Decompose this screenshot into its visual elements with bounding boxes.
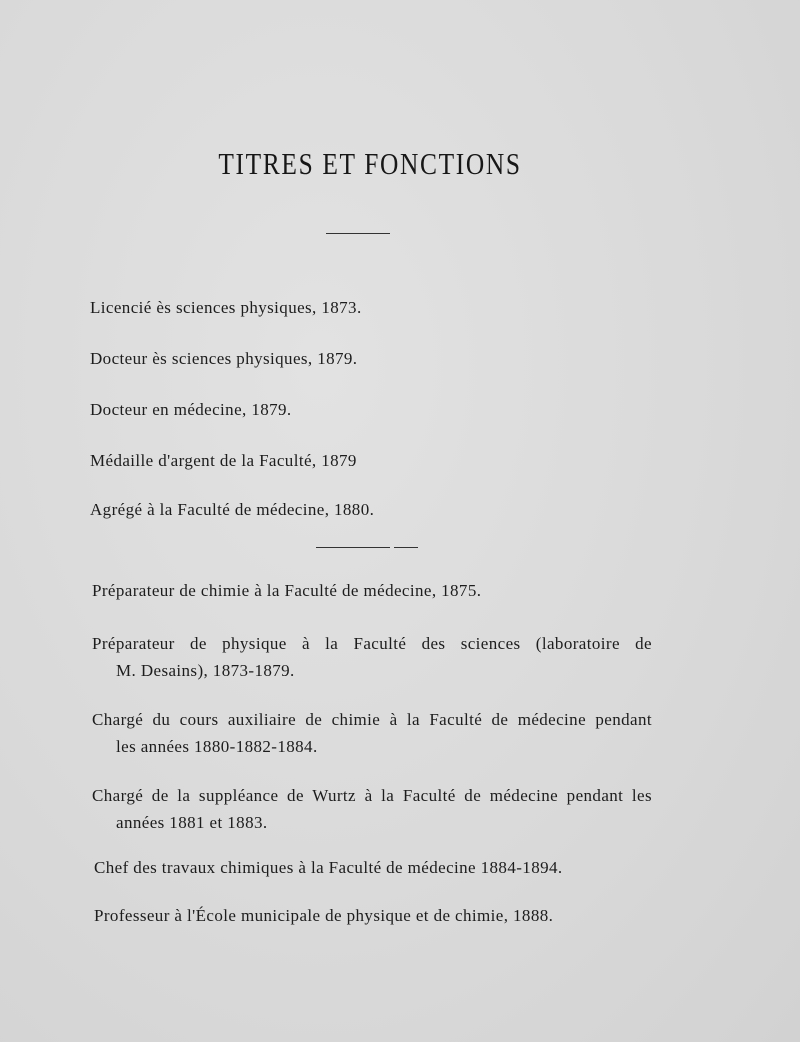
function-entry-line: Préparateur de physique à la Faculté des sciences (laboratoire de (92, 634, 652, 653)
function-entry (92, 630, 652, 684)
title-entry: Agrégé à la Faculté de médecine, 1880. (90, 500, 375, 519)
function-entry (92, 706, 652, 760)
function-entry-line: Chargé du cours auxiliaire de chimie à la Faculté de médecine pendant (92, 710, 652, 729)
function-entry: Chef des travaux chimiques à la Faculté de médecine 1884-1894. (94, 858, 563, 877)
function-entry-continuation: M. Desains), 1873-1879. (116, 661, 295, 680)
title-divider (326, 233, 390, 234)
title-entry: Docteur ès sciences physiques, 1879. (90, 349, 358, 368)
title-entry: Médaille d'argent de la Faculté, 1879 (90, 451, 357, 470)
section-divider (316, 547, 390, 548)
function-entry-line: Chargé de la suppléance de Wurtz à la Faculté de médecine pendant les (92, 786, 652, 805)
function-entry-continuation: les années 1880-1882-1884. (116, 737, 318, 756)
function-entry: Préparateur de chimie à la Faculté de médecine, 1875. (92, 581, 482, 600)
title-entry: Docteur en médecine, 1879. (90, 400, 292, 419)
page-title: TITRES ET FONCTIONS (218, 146, 522, 181)
function-entry-continuation: années 1881 et 1883. (116, 813, 268, 832)
section-divider-tail (394, 547, 418, 548)
function-entry (92, 782, 652, 836)
title-entry: Licencié ès sciences physiques, 1873. (90, 298, 362, 317)
function-entry: Professeur à l'École municipale de physique et de chimie, 1888. (94, 906, 554, 925)
